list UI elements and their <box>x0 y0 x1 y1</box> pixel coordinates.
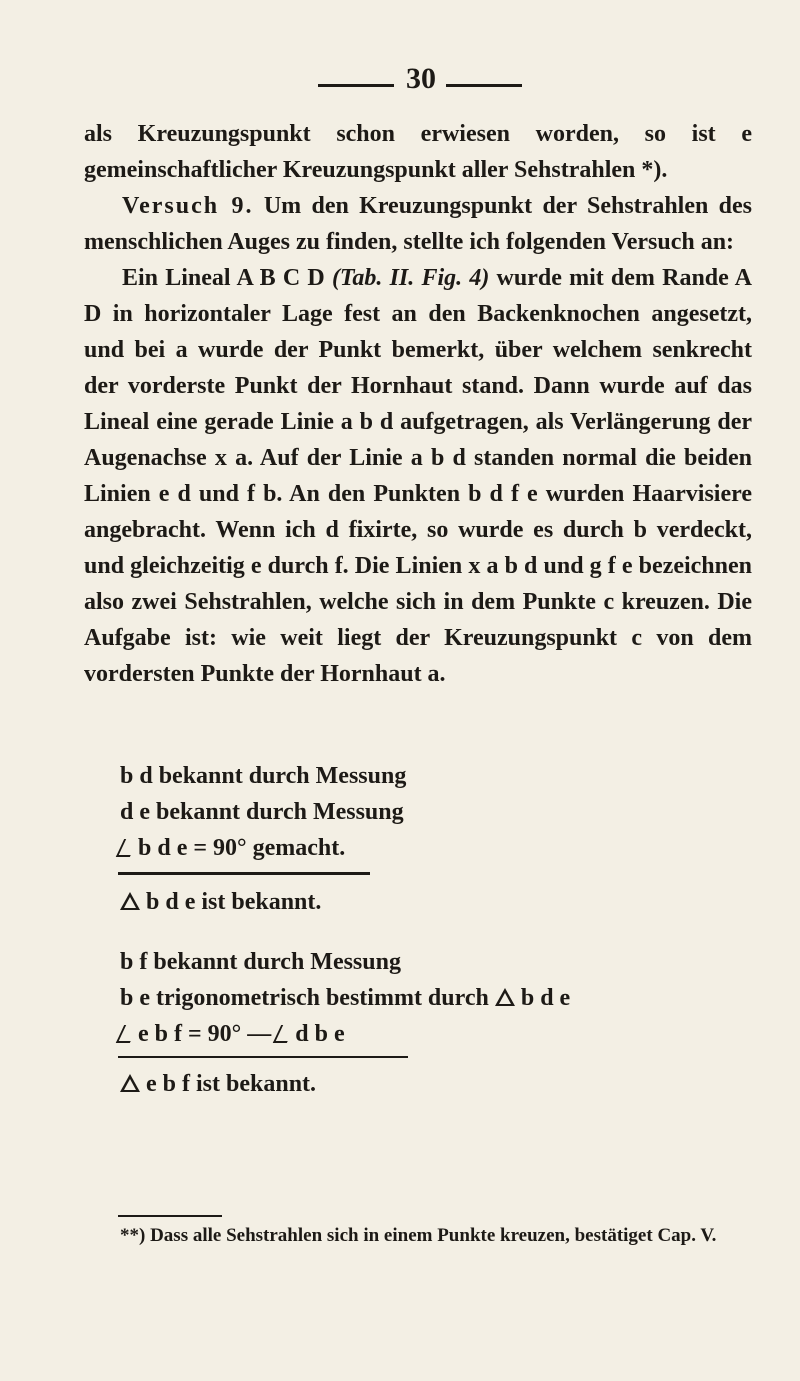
calc-line-3-expr: b d e <box>138 835 188 861</box>
calc-line-8-text: e b f ist bekannt. <box>146 1071 317 1097</box>
para3-post: wurde mit dem Rande A D in horizontaler Lage fest an den Backenknochen angesetzt, und bei a wurde der Punkt bemerkt, über welchem senkrecht der vorderste Punkt der Hornhaut stand. Dann wurde auf das Lineal eine gerade Linie a b d aufgetragen, als Verlängerung der Augenachse x a. Auf der Linie a b d standen normal die beiden Linien e d und f b. An den Punkten b d f e wurden Haarvisiere angebracht. Wenn ich d fixirte, so wurde es durch b verdeckt, und gleichzeitig e durch f. Die Linien x a b d und g f e bezeichnen also zwei Sehstrahlen, welche sich in dem Punkte c kreuzen. Die Aufgabe ist: wie weit liegt der Kreuzungspunkt c von dem vordersten Punkte der Hornhaut a. <box>84 265 753 687</box>
sum-rule-2 <box>118 1056 408 1058</box>
angle-symbol <box>116 839 138 857</box>
figure-reference: (Tab. II. Fig. 4) <box>331 265 490 291</box>
calc-line-4 <box>120 884 321 920</box>
versuch-text: Um den Kreuzungspunkt der Sehstrahlen des menschlichen Auges zu finden, stellte ich folgenden Versuch an: <box>84 193 753 255</box>
header-dash-left <box>318 84 394 87</box>
triangle-symbol <box>120 892 140 910</box>
calc-line-6-text: b e trigonometrisch bestimmt durch <box>120 985 489 1011</box>
calc-line-6 <box>120 980 570 1016</box>
calc-line-4-text: b d e ist bekannt. <box>146 889 322 915</box>
footnote-text: **) Dass alle Sehstrahlen sich in einem Punkte kreuzen, bestätiget Cap. V. <box>120 1225 717 1246</box>
triangle-symbol <box>495 988 515 1006</box>
calc-line-3-rest: = 90° gemacht. <box>187 835 346 861</box>
paragraph-3 <box>84 260 752 692</box>
calc-line-5: b f bekannt durch Messung <box>120 949 401 975</box>
calc-line-6-end: b d e <box>520 985 571 1011</box>
calc-line-3 <box>120 830 345 866</box>
calc-line-7-c: d b e <box>295 1021 345 1047</box>
header-dash-right <box>446 84 522 87</box>
calc-line-7-b: = 90° — <box>182 1021 278 1047</box>
page-header <box>0 62 800 102</box>
angle-symbol <box>116 1025 138 1043</box>
calc-line-8 <box>120 1066 316 1102</box>
paragraph-1: als Kreuzungspunkt schon erwiesen worden, so ist e gemeinschaftlicher Kreuzungspunkt aller Sehstrahlen *). <box>84 121 752 183</box>
versuch-label: Versuch 9. <box>122 193 254 219</box>
footnote-rule <box>118 1215 222 1217</box>
calc-line-1: b d bekannt durch Messung <box>120 763 407 789</box>
page-number: 30 <box>406 62 436 95</box>
triangle-symbol <box>120 1074 140 1092</box>
calc-line-2: d e bekannt durch Messung <box>120 799 404 825</box>
para3-pre: Ein Lineal A B C D <box>122 265 325 291</box>
calc-line-7-a: e b f <box>138 1021 182 1047</box>
footnote <box>84 1222 752 1249</box>
paragraph-versuch <box>84 188 752 260</box>
body-text <box>84 116 752 692</box>
calc-line-7 <box>120 1016 345 1052</box>
sum-rule-1 <box>118 872 370 875</box>
